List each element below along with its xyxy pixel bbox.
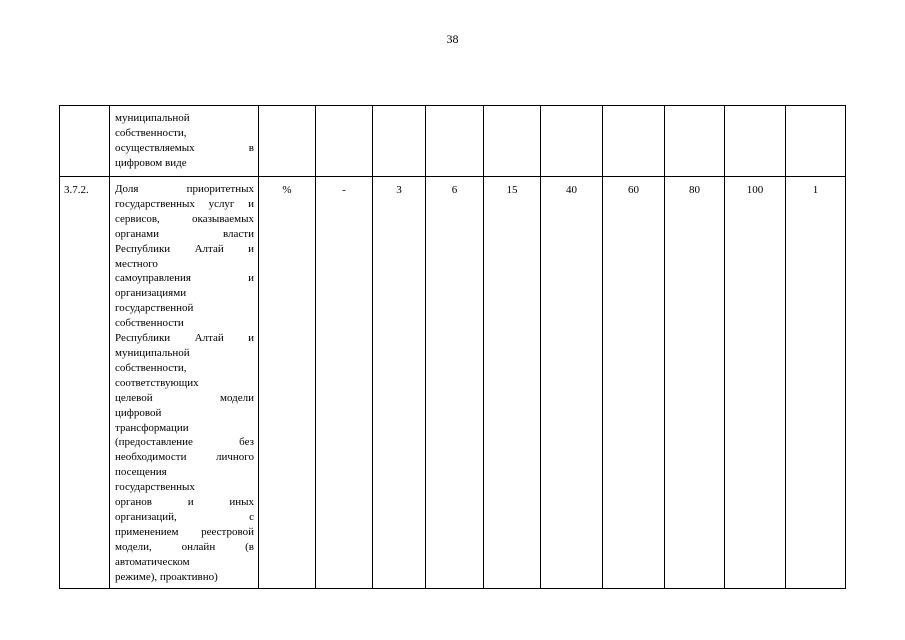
text-line: организаций, с	[115, 510, 254, 523]
text-line: Доля приоритетных	[115, 183, 254, 195]
row-number-cell: 3.7.2.	[60, 177, 110, 589]
value-cell: 100	[725, 177, 786, 589]
indicator-table	[59, 105, 846, 589]
text-line: посещения	[115, 466, 167, 479]
value-cell: 40	[541, 177, 603, 589]
value-cell: 1	[786, 177, 846, 589]
table-row	[60, 177, 846, 589]
value-cell	[259, 106, 316, 177]
text-line: режиме), проактивно)	[115, 570, 218, 583]
value-cell	[603, 106, 665, 177]
page-number: 38	[446, 32, 459, 46]
text-line: государственных услуг и	[115, 197, 254, 210]
indicator-name-cell	[110, 177, 259, 589]
value-cell: 6	[426, 177, 484, 589]
text-line: муниципальной	[115, 112, 190, 124]
text-line: самоуправления и	[115, 272, 254, 285]
text-line: муниципальной	[115, 346, 190, 359]
text-line: необходимости личного	[115, 451, 254, 464]
value-cell	[484, 106, 541, 177]
value-cell	[541, 106, 603, 177]
text-line: применением реестровой	[115, 525, 254, 538]
unit-cell: %	[259, 177, 316, 589]
value-cell	[316, 106, 373, 177]
text-line: собственности,	[115, 361, 187, 374]
text-line: органов и иных	[115, 496, 254, 509]
text-line: Республики Алтай и	[115, 332, 254, 345]
value-cell: -	[316, 177, 373, 589]
value-cell: 80	[665, 177, 725, 589]
text-line: собственности	[115, 317, 184, 330]
indicator-name-cell	[110, 106, 259, 177]
text-line: государственной	[115, 302, 194, 315]
text-line: собственности,	[115, 126, 187, 139]
text-line: Республики Алтай и	[115, 242, 254, 255]
value-cell	[665, 106, 725, 177]
text-line: органами власти	[115, 227, 254, 240]
text-line: осуществляемых в	[115, 141, 254, 154]
value-cell	[725, 106, 786, 177]
value-cell: 15	[484, 177, 541, 589]
table-row	[60, 106, 846, 177]
text-line: местного	[115, 257, 158, 270]
text-line: государственных	[115, 481, 195, 494]
value-cell	[786, 106, 846, 177]
text-line: соответствующих	[115, 376, 199, 389]
value-cell: 60	[603, 177, 665, 589]
text-line: автоматическом	[115, 555, 190, 568]
text-line: целевой модели	[115, 391, 254, 404]
text-line: организациями	[115, 287, 187, 300]
text-line: цифровом виде	[115, 156, 187, 169]
text-line: трансформации	[115, 421, 189, 434]
value-cell	[373, 106, 426, 177]
text-line: модели, онлайн (в	[115, 540, 254, 553]
text-line: сервисов, оказываемых	[115, 212, 254, 225]
text-line: (предоставление без	[115, 436, 254, 449]
text-line: цифровой	[115, 406, 162, 419]
value-cell	[426, 106, 484, 177]
row-number-cell	[60, 106, 110, 177]
value-cell: 3	[373, 177, 426, 589]
